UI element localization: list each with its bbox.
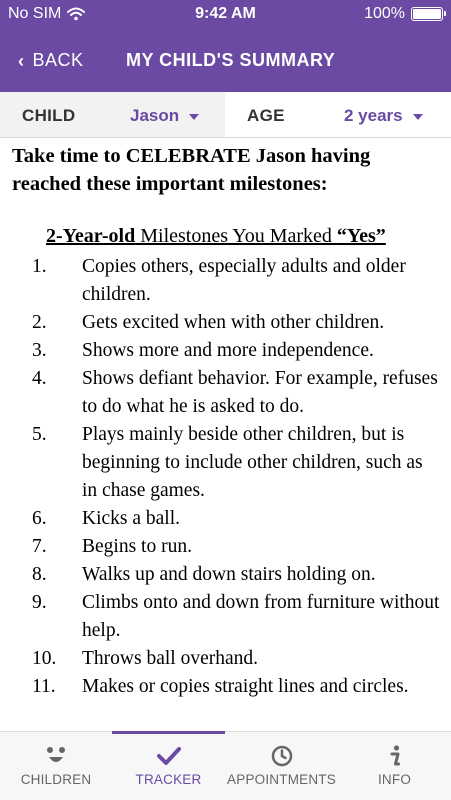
- carrier-text: No SIM: [8, 5, 62, 22]
- checkmark-icon: [112, 744, 225, 768]
- battery-percent: 100%: [364, 5, 405, 22]
- milestone-text: Plays mainly beside other children, but is beginning to include other children, such as in chase games.: [82, 424, 423, 501]
- tab-children-label: CHILDREN: [20, 772, 92, 787]
- milestone-number: 1.: [32, 256, 47, 277]
- children-icon: [0, 744, 112, 768]
- info-icon: [338, 744, 451, 768]
- child-select-value: Jason: [130, 106, 180, 125]
- app-header: [0, 0, 451, 92]
- milestone-number: 3.: [32, 340, 47, 361]
- battery-icon: [411, 7, 443, 21]
- tab-tracker[interactable]: [112, 732, 225, 800]
- milestone-item: [12, 589, 440, 645]
- milestone-number: 2.: [32, 312, 47, 333]
- status-time: 9:42 AM: [195, 5, 256, 22]
- milestone-number: 7.: [32, 536, 47, 557]
- tab-children[interactable]: [0, 732, 112, 800]
- milestone-item: [12, 505, 440, 533]
- milestone-item: [12, 309, 440, 337]
- chevron-left-icon: ‹: [18, 50, 25, 71]
- tab-info-label: INFO: [377, 772, 412, 787]
- nav-bar: [0, 38, 451, 84]
- milestone-number: 11.: [32, 676, 56, 697]
- child-filter: [0, 92, 225, 137]
- milestone-text: Makes or copies straight lines and circles.: [82, 676, 409, 697]
- milestone-item: [12, 337, 440, 365]
- heading-mid: Milestones You Marked: [135, 225, 337, 247]
- milestone-number: 8.: [32, 564, 47, 585]
- tab-tracker-label: TRACKER: [135, 772, 202, 787]
- heading-age: 2-Year-old: [46, 225, 136, 247]
- active-tab-indicator: [112, 731, 225, 734]
- milestone-number: 5.: [32, 424, 47, 445]
- milestone-text: Climbs onto and down from furniture without help.: [82, 592, 440, 641]
- age-filter: [225, 92, 451, 137]
- milestone-item: [12, 421, 440, 505]
- milestone-item: [12, 365, 440, 421]
- tab-appointments-label: APPOINTMENTS: [227, 772, 336, 787]
- milestone-item: [12, 533, 440, 561]
- caret-down-icon: [413, 114, 423, 120]
- age-label: AGE: [247, 106, 285, 125]
- milestone-item: [12, 253, 440, 309]
- milestone-text: Begins to run.: [82, 536, 192, 557]
- milestone-text: Throws ball overhand.: [82, 648, 258, 669]
- child-select[interactable]: [130, 106, 199, 126]
- milestone-number: 9.: [32, 592, 47, 613]
- milestone-number: 10.: [32, 648, 57, 669]
- child-label: CHILD: [22, 106, 76, 125]
- filter-bar: [0, 92, 451, 138]
- tab-info[interactable]: [338, 732, 451, 800]
- milestone-text: Walks up and down stairs holding on.: [82, 564, 376, 585]
- milestone-text: Shows more and more independence.: [82, 340, 374, 361]
- celebrate-intro: Take time to CELEBRATE Jason having reached these important milestones:: [12, 145, 371, 195]
- milestones-heading: [46, 223, 440, 249]
- back-button[interactable]: [18, 50, 84, 71]
- summary-content[interactable]: [12, 142, 440, 730]
- page-title: MY CHILD'S SUMMARY: [126, 50, 336, 70]
- back-label: BACK: [32, 50, 84, 70]
- caret-down-icon: [189, 114, 199, 120]
- tab-bar: [0, 731, 451, 800]
- milestone-text: Shows defiant behavior. For example, refuses to do what he is asked to do.: [82, 368, 438, 417]
- milestone-text: Kicks a ball.: [82, 508, 181, 529]
- tab-appointments[interactable]: [225, 732, 338, 800]
- heading-yes: “Yes”: [336, 225, 386, 247]
- milestone-item: [12, 645, 440, 673]
- status-bar: [0, 0, 451, 30]
- milestone-item: [12, 561, 440, 589]
- milestone-text: Copies others, especially adults and older children.: [82, 256, 406, 305]
- clock-icon: [225, 744, 338, 768]
- status-right: [364, 5, 443, 23]
- milestone-number: 6.: [32, 508, 47, 529]
- age-select-value: 2 years: [344, 106, 403, 125]
- milestone-list: [12, 253, 440, 701]
- milestone-item: [12, 673, 440, 701]
- age-select[interactable]: [344, 106, 423, 126]
- milestone-text: Gets excited when with other children.: [82, 312, 385, 333]
- milestone-number: 4.: [32, 368, 47, 389]
